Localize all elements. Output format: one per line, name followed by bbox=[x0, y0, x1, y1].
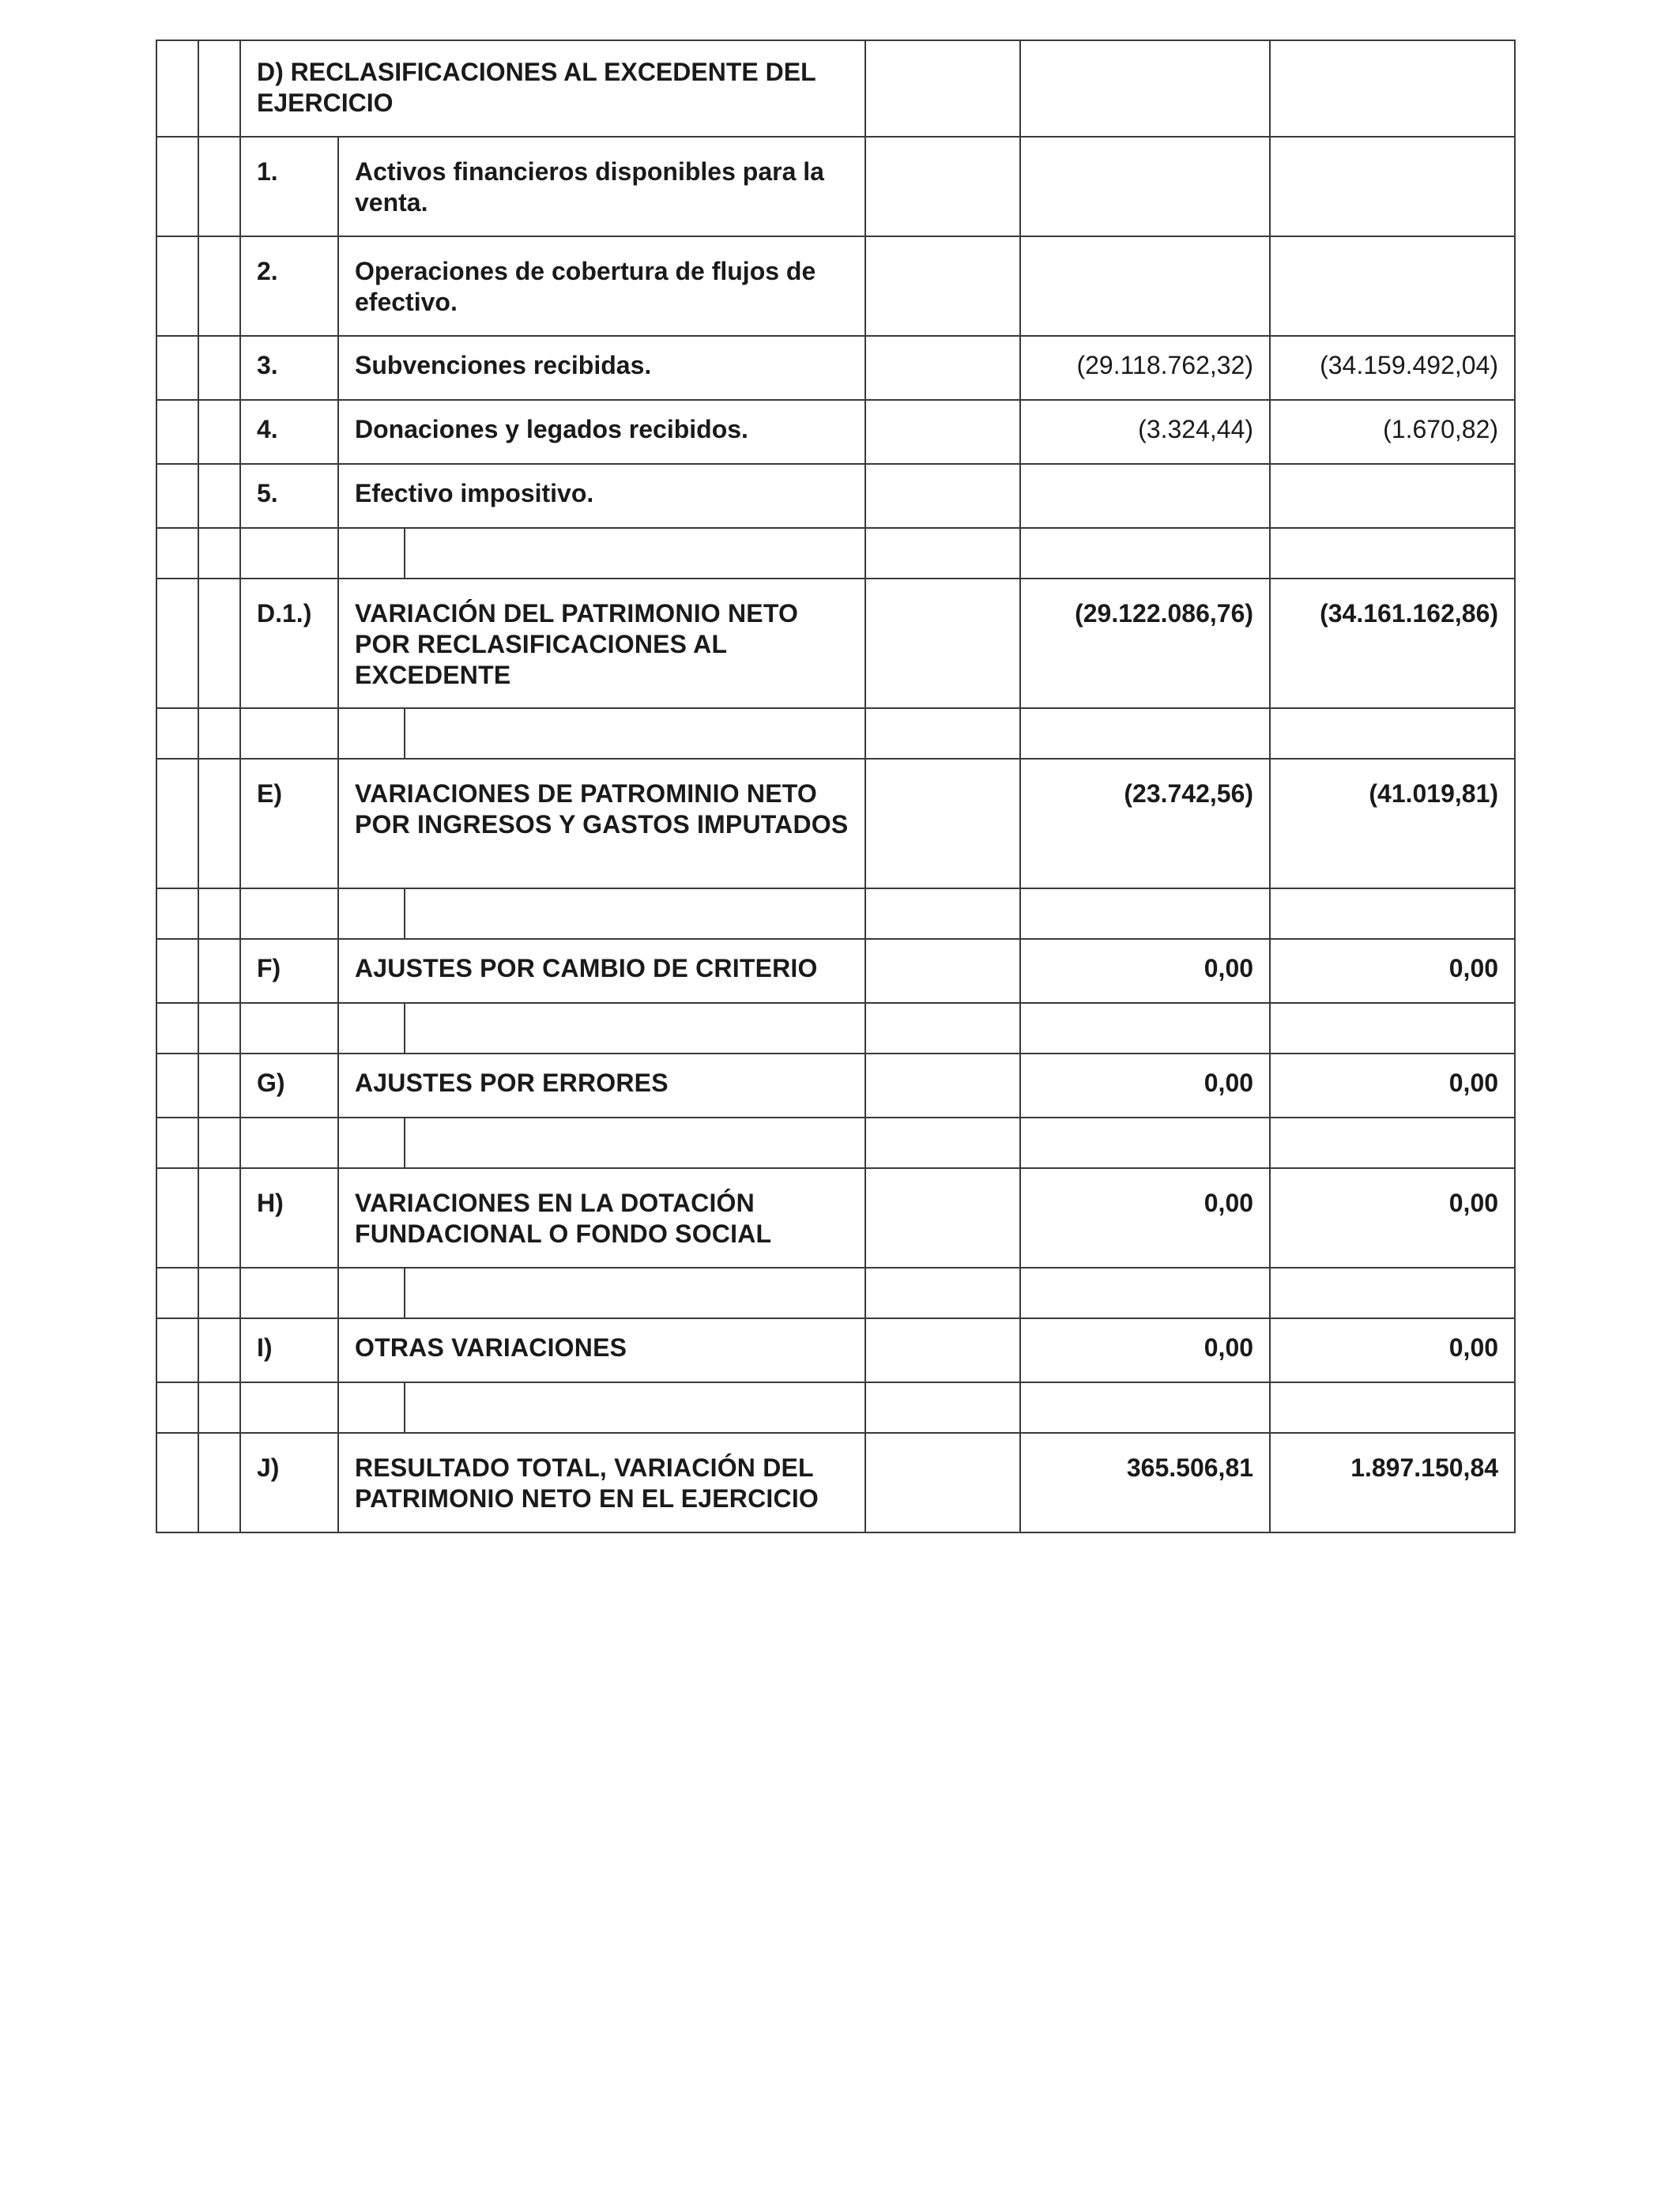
table-row bbox=[156, 137, 1515, 236]
table-row-section-d bbox=[156, 40, 1515, 137]
value-previous: (34.159.492,04) bbox=[1270, 336, 1515, 400]
value-previous: (1.670,82) bbox=[1270, 400, 1515, 464]
item-label: Donaciones y legados recibidos. bbox=[338, 400, 865, 464]
table-row bbox=[156, 400, 1515, 464]
total-label: AJUSTES POR CAMBIO DE CRITERIO bbox=[338, 939, 865, 1003]
value-previous: (41.019,81) bbox=[1270, 759, 1515, 888]
spacer-row bbox=[156, 888, 1515, 939]
total-code: J) bbox=[240, 1433, 338, 1532]
item-code: 1. bbox=[240, 137, 338, 236]
total-label: AJUSTES POR ERRORES bbox=[338, 1054, 865, 1118]
section-d-title: D) RECLASIFICACIONES AL EXCEDENTE DEL EJERCICIO bbox=[240, 40, 865, 137]
value-current bbox=[1020, 137, 1270, 236]
value-previous: 0,00 bbox=[1270, 939, 1515, 1003]
value-previous: 0,00 bbox=[1270, 1168, 1515, 1268]
total-code: D.1.) bbox=[240, 579, 338, 708]
value-previous: 0,00 bbox=[1270, 1054, 1515, 1118]
value-previous: 1.897.150,84 bbox=[1270, 1433, 1515, 1532]
spacer-row bbox=[156, 1382, 1515, 1433]
total-code: E) bbox=[240, 759, 338, 888]
table-row-total bbox=[156, 939, 1515, 1003]
item-code: 3. bbox=[240, 336, 338, 400]
table-row-total bbox=[156, 579, 1515, 708]
item-label: Operaciones de cobertura de flujos de efectivo. bbox=[338, 236, 865, 336]
value-current: 365.506,81 bbox=[1020, 1433, 1270, 1532]
item-label: Subvenciones recibidas. bbox=[338, 336, 865, 400]
table-row bbox=[156, 236, 1515, 336]
total-label: VARIACIÓN DEL PATRIMONIO NETO POR RECLASIFICACIONES AL EXCEDENTE bbox=[338, 579, 865, 708]
table-row-total bbox=[156, 1168, 1515, 1268]
spacer-row bbox=[156, 708, 1515, 759]
total-code: I) bbox=[240, 1318, 338, 1382]
item-label: Efectivo impositivo. bbox=[338, 464, 865, 528]
item-code: 4. bbox=[240, 400, 338, 464]
total-label: OTRAS VARIACIONES bbox=[338, 1318, 865, 1382]
table-row bbox=[156, 336, 1515, 400]
value-previous bbox=[1270, 236, 1515, 336]
value-current bbox=[1020, 464, 1270, 528]
total-label: VARIACIONES EN LA DOTACIÓN FUNDACIONAL O FONDO SOCIAL bbox=[338, 1168, 865, 1268]
value-current: 0,00 bbox=[1020, 939, 1270, 1003]
table-row-total bbox=[156, 1318, 1515, 1382]
value-previous: (34.161.162,86) bbox=[1270, 579, 1515, 708]
value-previous bbox=[1270, 137, 1515, 236]
financial-statement-table bbox=[156, 40, 1516, 1533]
value-current: 0,00 bbox=[1020, 1168, 1270, 1268]
total-code: G) bbox=[240, 1054, 338, 1118]
value-current: (23.742,56) bbox=[1020, 759, 1270, 888]
item-code: 2. bbox=[240, 236, 338, 336]
table-row-total bbox=[156, 1054, 1515, 1118]
value-current: (29.118.762,32) bbox=[1020, 336, 1270, 400]
value-current: (29.122.086,76) bbox=[1020, 579, 1270, 708]
value-current: 0,00 bbox=[1020, 1318, 1270, 1382]
spacer-row bbox=[156, 1268, 1515, 1318]
table-row-total bbox=[156, 1433, 1515, 1532]
total-label: RESULTADO TOTAL, VARIACIÓN DEL PATRIMONIO NETO EN EL EJERCICIO bbox=[338, 1433, 865, 1532]
spacer-row bbox=[156, 528, 1515, 579]
value-previous bbox=[1270, 464, 1515, 528]
total-code: H) bbox=[240, 1168, 338, 1268]
table-row bbox=[156, 464, 1515, 528]
spacer-row bbox=[156, 1003, 1515, 1054]
table-row-total bbox=[156, 759, 1515, 888]
total-label: VARIACIONES DE PATROMINIO NETO POR INGRESOS Y GASTOS IMPUTADOS bbox=[338, 759, 865, 888]
item-code: 5. bbox=[240, 464, 338, 528]
value-current bbox=[1020, 236, 1270, 336]
value-current: 0,00 bbox=[1020, 1054, 1270, 1118]
spacer-row bbox=[156, 1118, 1515, 1168]
value-previous: 0,00 bbox=[1270, 1318, 1515, 1382]
value-current: (3.324,44) bbox=[1020, 400, 1270, 464]
item-label: Activos financieros disponibles para la venta. bbox=[338, 137, 865, 236]
total-code: F) bbox=[240, 939, 338, 1003]
